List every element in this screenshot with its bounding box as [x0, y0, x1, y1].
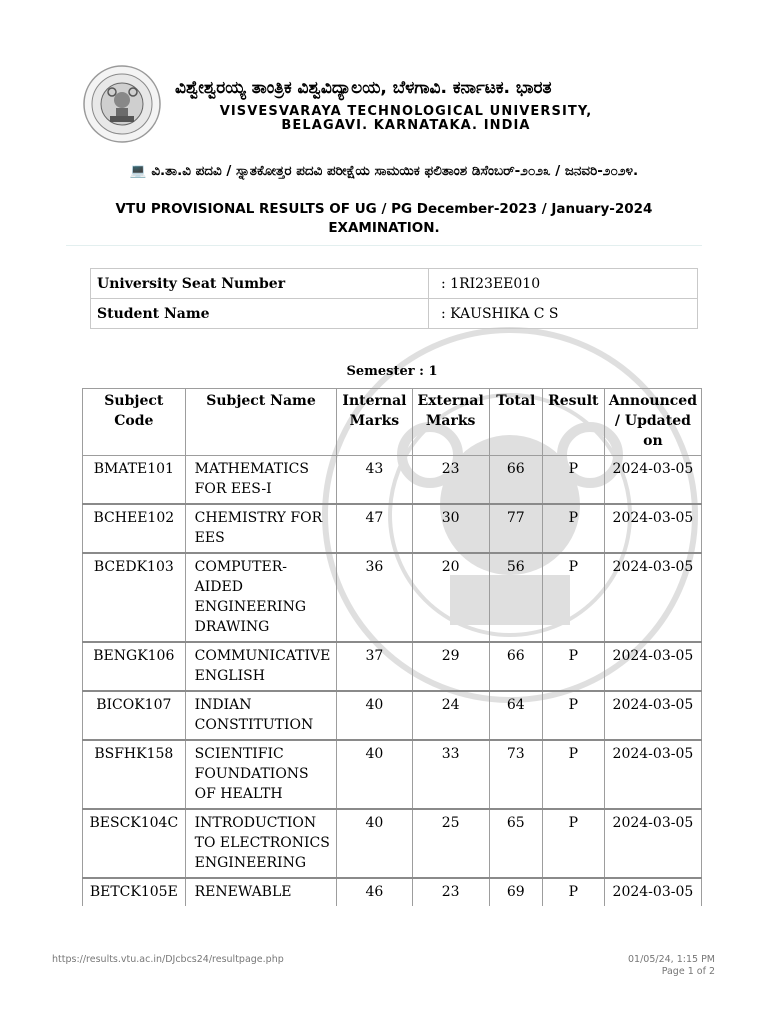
internal-marks: 36: [337, 553, 412, 642]
subject-code: BENGK106: [83, 642, 186, 691]
table-row: [83, 456, 702, 505]
result: P: [542, 878, 604, 906]
header-announced: Announced / Updated on: [604, 389, 701, 456]
result: P: [542, 553, 604, 642]
semester-title: Semester : 1: [346, 364, 438, 379]
internal-marks: 46: [337, 878, 412, 906]
announced-date: 2024-03-05: [604, 456, 701, 505]
university-name-kannada: ವಿಶ್ವೇಶ್ವರಯ್ಯ ತಾಂತ್ರಿಕ ವಿಶ್ವವಿದ್ಯಾಲಯ, ಬೆಳಗಾವಿ. ಕರ್ನಾಟಕ. ಭಾರತ: [175, 78, 552, 98]
result: P: [542, 740, 604, 809]
internal-marks: 37: [337, 642, 412, 691]
external-marks: 33: [412, 740, 489, 809]
internal-marks: 40: [337, 740, 412, 809]
subject-code: BMATE101: [83, 456, 186, 505]
internal-marks: 40: [337, 809, 412, 878]
announced-date: 2024-03-05: [604, 809, 701, 878]
announced-date: 2024-03-05: [604, 740, 701, 809]
total-marks: 66: [489, 642, 542, 691]
external-marks: 24: [412, 691, 489, 740]
subject-name: COMPUTER-AIDED ENGINEERING DRAWING: [185, 553, 337, 642]
external-marks: 23: [412, 456, 489, 505]
results-title-english: VTU PROVISIONAL RESULTS OF UG / PG December-2023 / January-2024 EXAMINATION.: [115, 201, 653, 236]
usn-label: University Seat Number: [91, 269, 429, 299]
usn-row: [91, 269, 698, 299]
table-row: [83, 553, 702, 642]
footer-meta: [628, 954, 715, 978]
subject-name: COMMUNICATIVE ENGLISH: [185, 642, 337, 691]
footer-datetime: 01/05/24, 1:15 PM: [628, 954, 715, 965]
header-result: Result: [542, 389, 604, 456]
subject-code: BETCK105E: [83, 878, 186, 906]
internal-marks: 47: [337, 504, 412, 553]
subject-code: BSFHK158: [83, 740, 186, 809]
external-marks: 30: [412, 504, 489, 553]
external-marks: 29: [412, 642, 489, 691]
subject-name: RENEWABLE: [185, 878, 337, 906]
header-external-marks: External Marks: [412, 389, 489, 456]
header-total: Total: [489, 389, 542, 456]
announced-date: 2024-03-05: [604, 878, 701, 906]
results-table: [82, 388, 702, 906]
internal-marks: 43: [337, 456, 412, 505]
subject-code: BCHEE102: [83, 504, 186, 553]
total-marks: 77: [489, 504, 542, 553]
university-name-english: [175, 105, 637, 133]
header-divider: [66, 245, 702, 246]
header-subject-name: Subject Name: [185, 389, 337, 456]
usn-value: : 1RI23EE010: [429, 269, 698, 299]
total-marks: 64: [489, 691, 542, 740]
external-marks: 25: [412, 809, 489, 878]
subject-code: BCEDK103: [83, 553, 186, 642]
result: P: [542, 642, 604, 691]
table-row: [83, 642, 702, 691]
subject-name: INDIAN CONSTITUTION: [185, 691, 337, 740]
announced-date: 2024-03-05: [604, 504, 701, 553]
announced-date: 2024-03-05: [604, 691, 701, 740]
external-marks: 23: [412, 878, 489, 906]
internal-marks: 40: [337, 691, 412, 740]
results-header-row: [83, 389, 702, 456]
total-marks: 73: [489, 740, 542, 809]
student-name-value: : KAUSHIKA C S: [429, 299, 698, 329]
subject-name: INTRODUCTION TO ELECTRONICS ENGINEERING: [185, 809, 337, 878]
header-subject-code: Subject Code: [83, 389, 186, 456]
subject-name: CHEMISTRY FOR EES: [185, 504, 337, 553]
total-marks: 66: [489, 456, 542, 505]
results-title-kannada: 💻 ವಿ.ತಾ.ವಿ ಪದವಿ / ಸ್ನಾತಕೋತ್ತರ ಪದವಿ ಪರೀಕ್ಷೆಯ ಸಾಮಯಿಕ ಫಲಿತಾಂಶ ಡಿಸೆಂಬರ್-೨೦೨೩ / ಜನವರಿ-೨೦೨೪.: [129, 163, 639, 179]
subject-code: BICOK107: [83, 691, 186, 740]
subject-name: MATHEMATICS FOR EES-I: [185, 456, 337, 505]
subject-name: SCIENTIFIC FOUNDATIONS OF HEALTH: [185, 740, 337, 809]
table-row: [83, 504, 702, 553]
table-row: [83, 740, 702, 809]
table-row: [83, 809, 702, 878]
total-marks: 56: [489, 553, 542, 642]
result: P: [542, 691, 604, 740]
student-info-table: [90, 268, 698, 329]
result: P: [542, 456, 604, 505]
university-name-line2: BELAGAVI. KARNATAKA. INDIA: [281, 118, 531, 133]
footer-page-number: Page 1 of 2: [661, 966, 715, 977]
total-marks: 69: [489, 878, 542, 906]
result: P: [542, 809, 604, 878]
table-row: [83, 878, 702, 906]
total-marks: 65: [489, 809, 542, 878]
external-marks: 20: [412, 553, 489, 642]
announced-date: 2024-03-05: [604, 553, 701, 642]
result: P: [542, 504, 604, 553]
student-name-label: Student Name: [91, 299, 429, 329]
announced-date: 2024-03-05: [604, 642, 701, 691]
university-name-line1: VISVESVARAYA TECHNOLOGICAL UNIVERSITY,: [219, 104, 593, 119]
table-row: [83, 691, 702, 740]
header-internal-marks: Internal Marks: [337, 389, 412, 456]
student-name-row: [91, 299, 698, 329]
footer-url: https://results.vtu.ac.in/DJcbcs24/resultpage.php: [52, 954, 284, 965]
subject-code: BESCK104C: [83, 809, 186, 878]
university-logo-icon: [82, 64, 162, 144]
